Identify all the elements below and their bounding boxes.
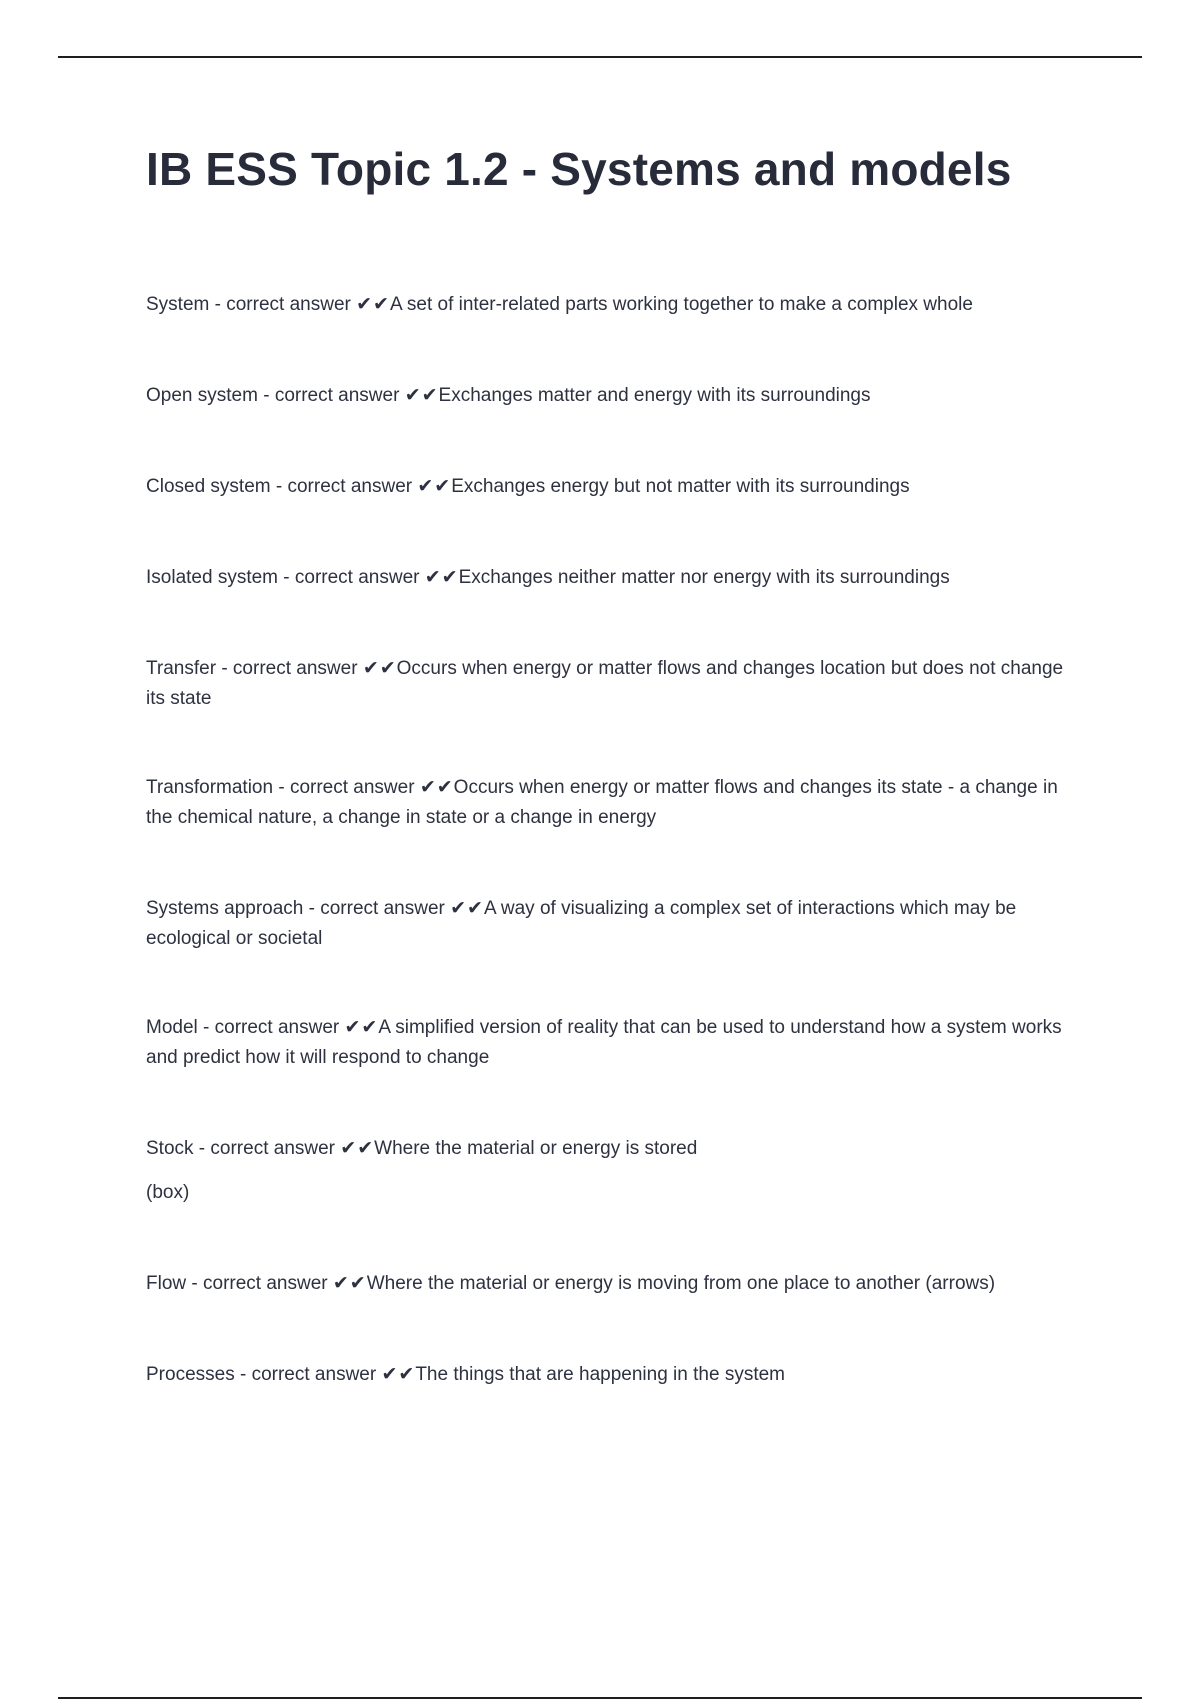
entry-term: Stock bbox=[146, 1138, 194, 1159]
entry-separator: - correct answer bbox=[186, 1273, 333, 1294]
entry-answer: The things that are happening in the system bbox=[415, 1364, 785, 1385]
entry-answer: A way of visualizing a complex set of interactions which may be ecological or societal bbox=[146, 898, 1017, 949]
entry-separator: - correct answer bbox=[257, 385, 405, 406]
entry-answer: Where the material or energy is moving from one place to another (arrows) bbox=[366, 1273, 996, 1294]
entry-term: Transfer bbox=[146, 658, 217, 679]
qa-entry bbox=[146, 654, 1086, 714]
entry-separator: - correct answer bbox=[270, 476, 418, 497]
qa-entry bbox=[146, 563, 1086, 593]
entry-answer: Occurs when energy or matter flows and changes location but does not change its state bbox=[146, 658, 1064, 709]
top-divider bbox=[58, 56, 1142, 58]
entry-term: Flow bbox=[146, 1273, 187, 1294]
qa-entry bbox=[146, 472, 1086, 502]
entry-term: Isolated system bbox=[146, 567, 278, 588]
entry-term: Transformation bbox=[146, 777, 274, 798]
entry-separator: - correct answer bbox=[278, 567, 425, 588]
entry-term: Systems approach bbox=[146, 898, 304, 919]
entry-term: Open system bbox=[146, 385, 258, 406]
entry-separator: - correct answer bbox=[197, 1017, 345, 1038]
qa-entry bbox=[146, 290, 1086, 320]
check-mark-icon: ✔✔ bbox=[417, 476, 452, 497]
qa-entry bbox=[146, 1134, 1086, 1164]
entry-answer: A set of inter-related parts working together to make a complex whole bbox=[389, 294, 973, 315]
entry-answer: Exchanges matter and energy with its surroundings bbox=[438, 385, 871, 406]
check-mark-icon: ✔✔ bbox=[362, 658, 397, 679]
entry-answer: Where the material or energy is stored bbox=[374, 1138, 698, 1159]
entry-answer: Occurs when energy or matter flows and changes its state - a change in the chemical nature, a change in state or a change in energy bbox=[146, 777, 1058, 828]
check-mark-icon: ✔✔ bbox=[332, 1273, 367, 1294]
qa-entry bbox=[146, 894, 1086, 954]
entry-extra-note: (box) bbox=[146, 1182, 190, 1203]
check-mark-icon: ✔✔ bbox=[381, 1364, 416, 1385]
entry-answer: Exchanges neither matter nor energy with its surroundings bbox=[458, 567, 950, 588]
entry-answer: Exchanges energy but not matter with its surroundings bbox=[451, 476, 910, 497]
qa-entry bbox=[146, 1269, 1086, 1299]
entry-term: Processes bbox=[146, 1364, 235, 1385]
check-mark-icon: ✔✔ bbox=[419, 777, 454, 798]
entry-term: Model bbox=[146, 1017, 198, 1038]
entry-separator: - correct answer bbox=[303, 898, 451, 919]
qa-entry bbox=[146, 1360, 1086, 1390]
check-mark-icon: ✔✔ bbox=[344, 1017, 379, 1038]
check-mark-icon: ✔✔ bbox=[340, 1138, 375, 1159]
check-mark-icon: ✔✔ bbox=[450, 898, 484, 919]
entry-term: System bbox=[146, 294, 210, 315]
qa-entry bbox=[146, 773, 1086, 833]
entry-separator: - correct answer bbox=[216, 658, 363, 679]
entry-separator: - correct answer bbox=[273, 777, 420, 798]
entry-answer: A simplified version of reality that can be used to understand how a system works and predict how it will respond to change bbox=[146, 1017, 1062, 1068]
qa-entry bbox=[146, 381, 1086, 411]
check-mark-icon: ✔✔ bbox=[404, 385, 439, 406]
entry-separator: - correct answer bbox=[234, 1364, 382, 1385]
page-title: IB ESS Topic 1.2 - Systems and models bbox=[146, 143, 1012, 195]
entry-separator: - correct answer bbox=[209, 294, 357, 315]
entry-separator: - correct answer bbox=[193, 1138, 341, 1159]
bottom-divider bbox=[58, 1697, 1142, 1699]
qa-entry bbox=[146, 1013, 1086, 1073]
check-mark-icon: ✔✔ bbox=[356, 294, 390, 315]
entry-term: Closed system bbox=[146, 476, 271, 497]
check-mark-icon: ✔✔ bbox=[424, 567, 459, 588]
